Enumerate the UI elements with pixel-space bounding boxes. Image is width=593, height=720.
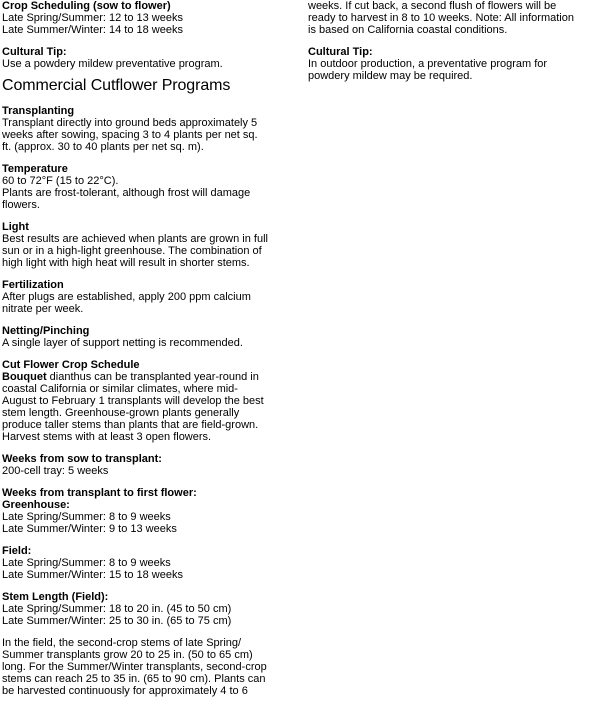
text-line: In the field, the second-crop stems of late Spring/ [2,637,242,649]
netting-heading: Netting/Pinching [2,325,90,337]
text-line: Plants are frost-tolerant, although frost will damage [2,187,251,199]
text-line: long. For the Summer/Winter transplants, second-crop [2,661,267,673]
cultural-tip-text: Use a powdery mildew preventative program. [2,58,223,70]
light-heading: Light [2,221,29,233]
text-line: Best results are achieved when plants are grown in full [2,233,268,245]
text-line: weeks. If cut back, a second flush of flowers will be [308,0,557,12]
text-line: powdery mildew may be required. [308,70,473,82]
sow-to-transplant-section [2,453,300,477]
text-run: dianthus can be transplanted year-round in [46,371,259,383]
text-line: is based on California coastal conditions. [308,24,508,36]
light-section [2,221,300,269]
fertilization-section [2,279,300,315]
text-line: Late Summer/Winter: 9 to 13 weeks [2,523,177,535]
transplant-to-flower-heading: Weeks from transplant to first flower: [2,487,197,499]
text-line: August to February 1 transplants will develop the best [2,395,264,407]
text-line: be harvested continuously for approximately 4 to 6 [2,685,248,697]
temperature-section [2,163,300,211]
text-line: Harvest stems with at least 3 open flowers. [2,431,212,443]
text-line: 60 to 72°F (15 to 22°C). [2,175,119,187]
bold-lead: Bouquet [2,371,47,383]
text-line: Late Spring/Summer: 18 to 20 in. (45 to 50 cm) [2,603,232,615]
text-line: Late Spring/Summer: 8 to 9 weeks [2,557,171,569]
stem-length-section [2,591,300,627]
right-column [308,0,592,92]
text-line: sun or in a high-light greenhouse. The combination of [2,245,262,257]
text-line: Late Summer/Winter: 14 to 18 weeks [2,24,183,36]
text-line: ft. (approx. 30 to 40 plants per net sq. m). [2,141,204,153]
text-line: stem length. Greenhouse-grown plants generally [2,407,240,419]
transplanting-section [2,105,300,153]
text-line: flowers. [2,199,40,211]
crop-scheduling-section [2,0,300,36]
text-line: weeks after sowing, spacing 3 to 4 plants per net sq. [2,129,258,141]
text-line: 200-cell tray: 5 weeks [2,465,109,477]
transplanting-heading: Transplanting [2,105,75,117]
text-line [2,371,300,383]
transplant-to-flower-section [2,487,300,535]
temperature-heading: Temperature [2,163,68,175]
section-title: Commercial Cutflower Programs [2,77,231,94]
left-column [2,0,300,697]
text-line: In outdoor production, a preventative program for [308,58,548,70]
greenhouse-heading: Greenhouse: [2,499,70,511]
text-line: Transplant directly into ground beds approximately 5 [2,117,258,129]
text-line: Late Spring/Summer: 12 to 13 weeks [2,12,183,24]
sow-to-transplant-heading: Weeks from sow to transplant: [2,453,162,465]
text-line: high light with high heat will result in shorter stems. [2,257,250,269]
continuation-paragraph [308,0,592,36]
text-line: produce taller stems than plants that are field-grown. [2,419,259,431]
text-line: stems can reach 25 to 35 in. (65 to 90 cm). Plants can [2,673,266,685]
text-line: nitrate per week. [2,303,84,315]
text-line: Summer transplants grow 20 to 25 in. (50 to 65 cm) [2,649,253,661]
text-line: ready to harvest in 8 to 10 weeks. Note: All information [308,12,574,24]
text-line: After plugs are established, apply 200 ppm calcium [2,291,251,303]
text-line: Late Summer/Winter: 25 to 30 in. (65 to 75 cm) [2,615,232,627]
text-line: Late Spring/Summer: 8 to 9 weeks [2,511,171,523]
text-line: coastal California or similar climates, where mid- [2,383,238,395]
text-line: A single layer of support netting is recommended. [2,337,243,349]
crop-scheduling-heading: Crop Scheduling (sow to flower) [2,0,171,12]
fertilization-heading: Fertilization [2,279,64,291]
cultural-tip-section [2,46,300,70]
cultural-tip-heading: Cultural Tip: [2,46,67,58]
field-heading: Field: [2,545,32,557]
netting-section [2,325,300,349]
crop-schedule-heading: Cut Flower Crop Schedule [2,359,140,371]
right-cultural-tip-section [308,46,592,82]
stem-length-heading: Stem Length (Field): [2,591,109,603]
second-crop-paragraph [2,637,300,697]
crop-schedule-section [2,359,300,443]
text-line: Late Summer/Winter: 15 to 18 weeks [2,569,183,581]
field-section [2,545,300,581]
right-cultural-tip-heading: Cultural Tip: [308,46,373,58]
